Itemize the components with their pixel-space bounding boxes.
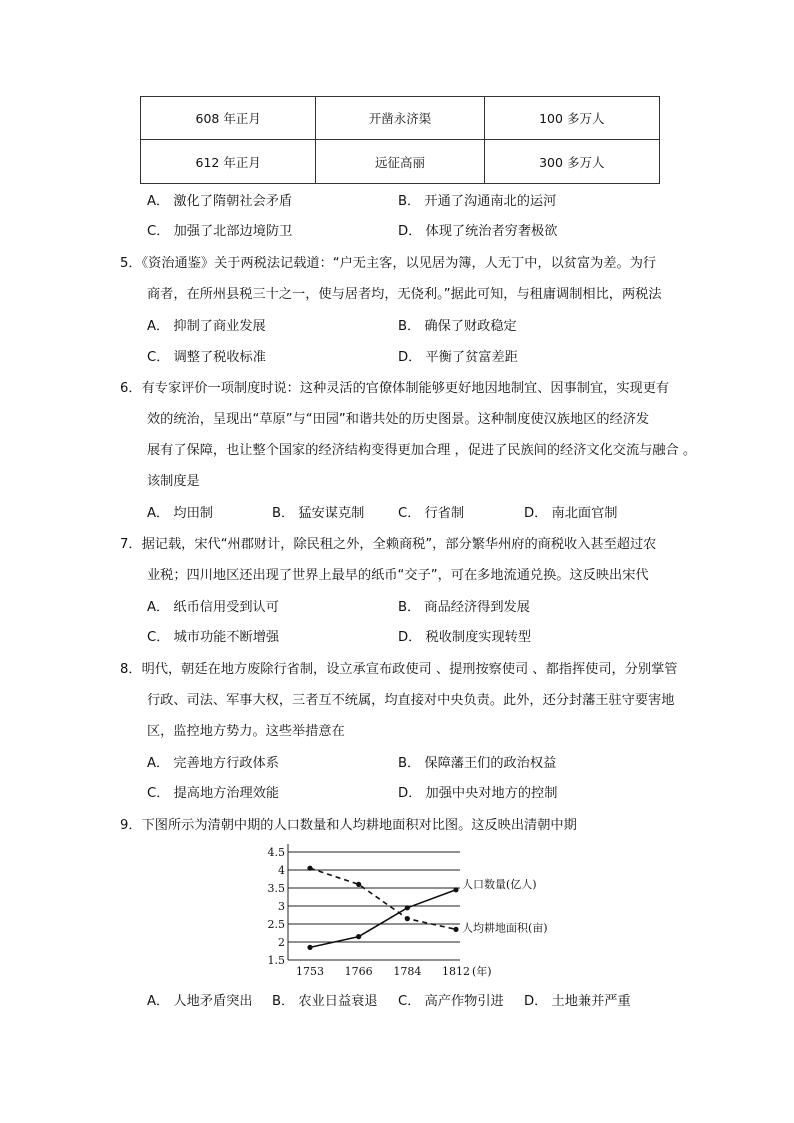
- table-cell: 开凿永济渠: [316, 97, 484, 140]
- question-text: 效的统治，呈现出“草原”与“田园”和谐共处的历史图景。这种制度使汉族地区的经济发: [147, 412, 650, 427]
- question-text: 9．下图所示为清朝中期的人口数量和人均耕地面积对比图。这反映出清朝中期: [120, 818, 577, 833]
- option-c[interactable]: C． 城市功能不断增强: [147, 630, 280, 645]
- option-a[interactable]: A． 激化了隋朝社会矛盾: [147, 194, 293, 209]
- table-row: [141, 140, 660, 184]
- data-table: [140, 96, 660, 184]
- x-unit-label: (年): [472, 965, 492, 978]
- population-farmland-chart: [260, 838, 580, 980]
- data-point: [307, 945, 312, 950]
- y-tick-label: 3.5: [267, 882, 285, 895]
- table-cell: 100 多万人: [484, 97, 659, 140]
- data-point: [405, 916, 410, 921]
- data-point: [307, 866, 312, 871]
- question-text: 7．据记载，宋代“州郡财计，除民租之外，全赖商税”，部分繁华州府的商税收入甚至超过农: [120, 537, 657, 552]
- y-tick-label: 2.5: [267, 918, 285, 931]
- question-text: 区，监控地方势力。这些举措意在: [147, 724, 345, 739]
- y-tick-label: 2: [278, 936, 285, 949]
- data-point: [453, 927, 458, 932]
- data-point: [356, 882, 361, 887]
- table-cell: 300 多万人: [484, 140, 659, 184]
- option-d[interactable]: D． 体现了统治者穷奢极欲: [398, 224, 558, 239]
- x-tick-label: 1784: [393, 965, 422, 978]
- option-b[interactable]: B． 开通了沟通南北的运河: [398, 194, 557, 209]
- option-b[interactable]: B． 农业日益衰退: [272, 994, 378, 1009]
- series-line: [310, 868, 456, 929]
- x-tick-label: 1753: [296, 965, 324, 978]
- option-d[interactable]: D． 土地兼并严重: [524, 994, 631, 1009]
- question-text: 业税；四川地区还出现了世界上最早的纸币“交子”，可在多地流通兑换。这反映出宋代: [147, 568, 649, 583]
- question-text: 6．有专家评价一项制度时说：这种灵活的官僚体制能够更好地因地制宜、因事制宜，实现更有: [120, 381, 670, 396]
- table-cell: 608 年正月: [141, 97, 316, 140]
- question-text: 商者，在所州县税三十之一，使与居者均，无侥利。”据此可知，与租庸调制相比，两税法: [147, 287, 662, 302]
- option-a[interactable]: A． 纸币信用受到认可: [147, 600, 279, 615]
- option-a[interactable]: A． 人地矛盾突出: [147, 994, 253, 1009]
- option-d[interactable]: D． 平衡了贫富差距: [398, 350, 518, 365]
- option-d[interactable]: D． 加强中央对地方的控制: [398, 786, 558, 801]
- option-a[interactable]: A． 抑制了商业发展: [147, 319, 266, 334]
- question-text: 该制度是: [147, 474, 200, 489]
- y-tick-label: 3: [278, 900, 285, 913]
- option-b[interactable]: B． 商品经济得到发展: [398, 600, 530, 615]
- series-label: 人口数量(亿人): [462, 877, 537, 891]
- y-tick-label: 4: [278, 864, 285, 877]
- x-tick-label: 1766: [344, 965, 373, 978]
- data-point: [356, 934, 361, 939]
- x-tick-label: 1812: [442, 965, 470, 978]
- series-label: 人均耕地面积(亩): [462, 921, 548, 935]
- table-row: [141, 97, 660, 140]
- option-b[interactable]: B． 确保了财政稳定: [398, 319, 517, 334]
- y-tick-label: 4.5: [267, 846, 285, 859]
- option-c[interactable]: C． 高产作物引进: [398, 994, 504, 1009]
- option-c[interactable]: C． 调整了税收标准: [147, 350, 266, 365]
- question-text: 展有了保障，也让整个国家的经济结构变得更加合理 ，促进了民族间的经济文化交流与融合 。: [147, 443, 697, 458]
- question-text: 8．明代，朝廷在地方废除行省制，设立承宣布政使司 、提刑按察使司 、都指挥使司，分别掌管: [120, 662, 678, 677]
- option-d[interactable]: D． 税收制度实现转型: [398, 630, 532, 645]
- data-point: [453, 887, 458, 892]
- option-b[interactable]: B． 猛安谋克制: [272, 506, 365, 521]
- question-text: 5．《资治通鉴》关于两税法记载道：“户无主客，以见居为簿，人无丁中，以贫富为差。为行: [120, 256, 657, 271]
- series-line: [310, 890, 456, 948]
- option-a[interactable]: A． 均田制: [147, 506, 213, 521]
- option-b[interactable]: B． 保障藩王们的政治权益: [398, 756, 557, 771]
- y-tick-label: 1.5: [267, 954, 285, 967]
- option-c[interactable]: C． 行省制: [398, 506, 465, 521]
- option-d[interactable]: D． 南北面官制: [524, 506, 618, 521]
- option-c[interactable]: C． 加强了北部边境防卫: [147, 224, 293, 239]
- data-point: [405, 905, 410, 910]
- question-text: 行政、司法、军事大权，三者互不统属，均直接对中央负责。此外，还分封藩王驻守要害地: [147, 693, 675, 708]
- option-a[interactable]: A． 完善地方行政体系: [147, 756, 279, 771]
- table-cell: 远征高丽: [316, 140, 484, 184]
- option-c[interactable]: C． 提高地方治理效能: [147, 786, 280, 801]
- table-cell: 612 年正月: [141, 140, 316, 184]
